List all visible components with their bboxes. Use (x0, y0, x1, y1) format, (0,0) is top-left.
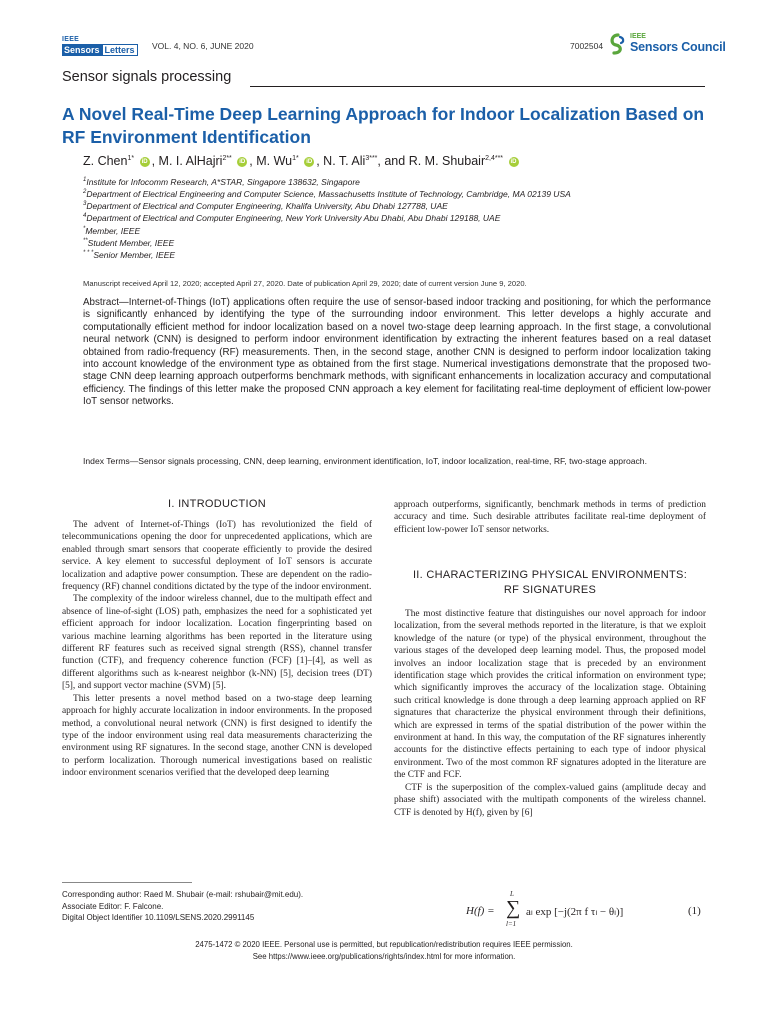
author-marks: 3*** (365, 154, 378, 162)
logo-word-letters: Letters (102, 44, 138, 56)
paragraph: This letter presents a novel method based on a two-stage deep learning approach for highly accurate localization in indoor environments. In the proposed method, a convolutional neural network (CNN) is first designed to identify the type of the indoor environment using real data measurements characterizing the environment using RF signatures. In the second stage, another CNN is developed to perform localization. Thorough numerical investigations based on realistic indoor environment scenarios verified that the developed deep learning (62, 693, 372, 779)
paragraph: The complexity of the indoor wireless channel, due to the multipath effect and absence of line-of-sight (LOS) path, emphasizes the need for a sophisticated yet efficient approach for indoor localization. Location fingerprinting based on various machine learning algorithms has been reported in the literature using different RF features such as received signal strength (RSS), channel transfer function (CTF), and frequency coherence function (FCF) [1]–[4], as well as different algorithms such as k-nearest neighbor (k-NN) [5], decision trees (DT) [5], and support vector machine (SVM) [5]. (62, 594, 372, 692)
orcid-icon[interactable]: iD (510, 159, 517, 165)
equation-number: (1) (688, 905, 701, 917)
sensors-letters-logo (62, 36, 148, 56)
council-name: Sensors Council (630, 40, 726, 54)
author-marks: 1* (127, 154, 135, 162)
affiliation (83, 250, 175, 260)
affiliation (83, 213, 500, 223)
author-name: R. M. Shubair (408, 154, 486, 168)
affiliation (83, 177, 360, 187)
section-heading-rf-signatures (394, 568, 706, 598)
affiliation-mark: ** (83, 238, 88, 245)
author-name: N. T. Ali (323, 154, 366, 168)
author-name: M. I. AlHajri (158, 154, 223, 168)
section-rule (250, 86, 705, 87)
equation-rhs: aₗ exp [−j(2π f τₗ − θₗ)] (526, 906, 624, 918)
sensors-council-swirl-icon (608, 32, 628, 56)
author-marks: 2** (222, 154, 232, 162)
authors-and: , and (377, 154, 409, 168)
paragraph: The advent of Internet-of-Things (IoT) has revolutionized the field of telecommunications opening the door for unprecedented applications, which are enabled through smart sensors that cooperate efficiently to provide the desired service. A key element to successful deployment of IoT sensors is accurate localization and adaptive power consumption. These are dependent on the radio-frequency (RF) channel conditions dictated by the type of the indoor environment. (62, 520, 372, 593)
footnotes (62, 889, 303, 924)
right-column-continuation (394, 499, 706, 536)
affiliation-mark: 3 (83, 201, 87, 208)
affiliation-text: Senior Member, IEEE (93, 250, 176, 260)
affiliation-text: Student Member, IEEE (87, 238, 175, 248)
article-code: 7002504 (570, 41, 604, 51)
right-column (394, 608, 706, 819)
footnote-rule (62, 882, 192, 883)
orcid-icon[interactable]: iD (141, 159, 148, 165)
copyright-line: 2475-1472 © 2020 IEEE. Personal use is permitted, but republication/redistribution requires IEEE permission. (195, 940, 573, 949)
affiliation-mark: 1 (83, 177, 87, 184)
affiliation-text: Institute for Infocomm Research, A*STAR, Singapore 138632, Singapore (86, 177, 360, 187)
orcid-icon[interactable]: iD (306, 159, 313, 165)
affiliation (83, 201, 448, 211)
equation-1 (466, 890, 706, 934)
paragraph: CTF is the superposition of the complex-valued gains (amplitude decay and phase shift) associated with the multipath components of the wireless channel. CTF is denoted by H(f), given by [6] (394, 782, 706, 818)
sensors-council-logo (608, 32, 726, 56)
section-heading-line: II. CHARACTERIZING PHYSICAL ENVIRONMENTS: (412, 569, 688, 581)
section-heading-introduction: I. INTRODUCTION (168, 498, 266, 510)
equation-sum-symbol: ∑ (506, 897, 521, 919)
footnote-associate-editor: Associate Editor: F. Falcone. (62, 901, 164, 911)
equation-sum-lower: l=1 (506, 920, 517, 928)
paragraph: The most distinctive feature that distinguishes our novel approach for indoor localization, from the several methods reported in the literature, is that we exploit knowledge of the nature (or type) of the physical environment, throughout the various stages of the developed deep learning model. Thus, the proposed model involves an indoor localization stage that is preceded by an environment identification stage which provides the critical information on environment type; which significantly improves the accuracy of the localization stage. Obtaining such critical knowledge is done through a deep learning approach applied on RF signatures that characterize the physical environment through their definitions, which are expressed in terms of the spatial distribution of the power within the environment at hand. In this way, the computation of the RF signatures inherently accounts for the distinctive effects pertaining to each type of indoor physical environment. Two of the most common RF signatures adopted in the literature are the CTF and FCF. (394, 609, 706, 781)
author-name: Z. Chen (83, 154, 128, 168)
copyright-link-line[interactable]: See https://www.ieee.org/publications/rights/index.html for more information. (252, 952, 516, 961)
section-heading-line: RF SIGNATURES (503, 584, 597, 596)
affiliation-text: Department of Electrical and Computer Engineering, New York University Abu Dhabi, Abu Dhabi 129188, UAE (86, 213, 501, 223)
logo-word-sensors: Sensors (64, 45, 100, 55)
copyright-notice (0, 939, 768, 963)
logo-ieee-text: IEEE (62, 36, 80, 43)
journal-issue: VOL. 4, NO. 6, JUNE 2020 (152, 41, 254, 51)
author-name: M. Wu (256, 154, 293, 168)
footnote-corresponding-author: Corresponding author: Raed M. Shubair (e-mail: rshubair@mit.edu). (62, 890, 304, 899)
author-marks: 2,4*** (485, 154, 504, 162)
affiliation-mark: * (83, 226, 86, 233)
council-ieee-text: IEEE (630, 33, 646, 40)
affiliation-text: Department of Electrical Engineering and Computer Science, Massachusetts Institute of Technology, Cambridge, MA 02139 USA (86, 189, 571, 199)
paper-title: A Novel Real-Time Deep Learning Approach for Indoor Localization Based on RF Environment Identification (62, 104, 705, 147)
footnote-doi: Digital Object Identifier 10.1109/LSENS.2020.2991145 (62, 913, 255, 922)
orcid-icon[interactable]: iD (239, 159, 246, 165)
affiliation-mark: 4 (83, 213, 87, 220)
equation-lhs: H(f) = (466, 905, 495, 917)
author-list: Z. Chen$^{1*}$ iD , M. I. AlHajri$^{2**}$ iD , M. $Wu^{1*}$ iD , N. T. Ali$^{3***}$, and R. M. Shubair$^{2,4***}$ iD (83, 154, 517, 168)
index-terms: Index Terms—Sensor signals processing, CNN, deep learning, environment identification, IoT, indoor localization, real-time, RF, two-stage approach. (83, 456, 647, 466)
equation-sum-upper: L (510, 890, 514, 898)
affiliation (83, 189, 571, 199)
affiliation-text: Member, IEEE (85, 226, 141, 236)
affiliation-mark: 2 (83, 189, 87, 196)
left-column (62, 519, 372, 780)
affiliation-mark: * * * (83, 250, 94, 257)
paragraph: approach outperforms, significantly, benchmark methods in terms of prediction accuracy and time. Such desirable attributes facilitate real-time deployment of efficient low-power IoT sensor networks. (394, 500, 706, 535)
author-marks: 1* (292, 154, 299, 162)
affiliation-text: Department of Electrical and Computer Engineering, Khalifa University, Abu Dhabi 127788, UAE (86, 201, 448, 211)
affiliation (83, 226, 140, 236)
affiliation (83, 238, 174, 248)
manuscript-dates: Manuscript received April 12, 2020; accepted April 27, 2020. Date of publication April 29, 2020; date of current version June 9, 2020. (83, 279, 527, 288)
abstract: Abstract—Internet-of-Things (IoT) applications often require the use of sensor-based indoor tracking and positioning, for which the performance is significantly enhanced by identifying the type of the surrounding indoor environment. This letter develops a highly accurate and computationally efficient method for indoor localization based on a novel two-stage deep learning approach. In the first stage, a convolutional neural network (CNN) is designed to perform indoor environment identification by extracting the inherent features based on a real dataset obtained from radio-frequency (RF) measurements. Then, in the second stage, another CNN is designed to perform indoor localization taking into account knowledge of the environment type as obtained from the first stage. Numerical investigations demonstrate that the proposed two-stage CNN deep learning approach outperforms benchmark methods, with significant enhancements in localization accuracy and computational efficiency. The findings of this letter make the proposed CNN approach a key element for facilitating real-time deployment of efficient low-power IoT sensor networks. (83, 297, 711, 408)
section-label: Sensor signals processing (62, 69, 232, 85)
